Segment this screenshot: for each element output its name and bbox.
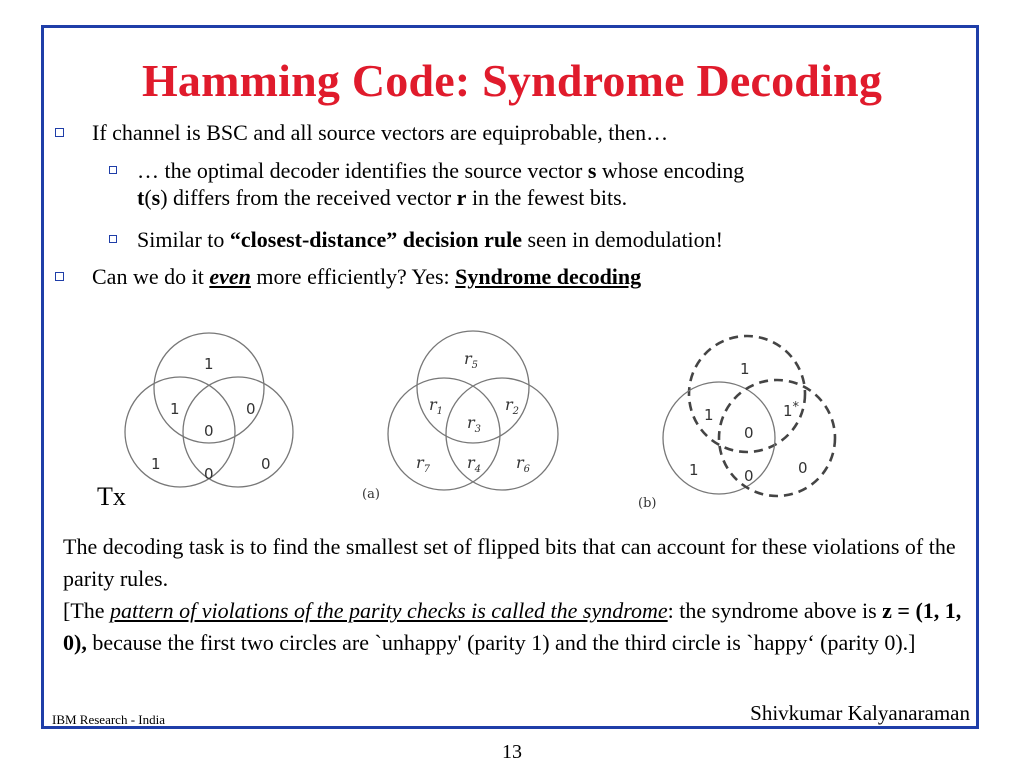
explanation-paragraph bbox=[63, 531, 968, 659]
bullet-box-icon bbox=[109, 166, 117, 174]
received-bit-bottom-left: 1 bbox=[689, 461, 699, 479]
diagram-b-venn bbox=[636, 328, 846, 513]
venn-circle-right-dashed bbox=[719, 380, 835, 496]
sub-bullet-1: … the optimal decoder identifies the source vector s whose encoding t(s) differs from the received vector r in the fewest bits. bbox=[137, 157, 952, 211]
tx-bit-top: 1 bbox=[204, 355, 214, 373]
label-r1: $r_1$ bbox=[429, 395, 444, 417]
bullet-1: If channel is BSC and all source vectors are equiprobable, then… bbox=[92, 119, 952, 146]
sub-bullet-2: Similar to “closest-distance” decision rule seen in demodulation! bbox=[137, 226, 952, 253]
received-bit-left: 1 bbox=[704, 406, 714, 424]
received-bit-right: 1* bbox=[783, 400, 800, 420]
received-bit-top: 1 bbox=[740, 360, 750, 378]
syndrome-decoding-link: Syndrome decoding bbox=[455, 264, 642, 289]
bullet-box-icon bbox=[109, 235, 117, 243]
footer-author: Shivkumar Kalyanaraman bbox=[750, 701, 970, 725]
page-number: 13 bbox=[502, 741, 522, 763]
label-r2: $r_2$ bbox=[505, 395, 520, 417]
tx-bit-center: 0 bbox=[204, 422, 214, 440]
bullet-box-icon bbox=[55, 272, 64, 281]
venn-circle-right bbox=[183, 377, 293, 487]
tx-label: Tx bbox=[97, 482, 126, 511]
tx-bit-bottom: 0 bbox=[204, 465, 214, 483]
tx-bit-bottom-right: 0 bbox=[261, 455, 271, 473]
venn-circle-left bbox=[388, 378, 500, 490]
paragraph-line-1: The decoding task is to find the smallest set of flipped bits that can account for these violations of the parity rules. bbox=[63, 534, 956, 591]
paragraph-syndrome: [The pattern of violations of the parity checks is called the syndrome: the syndrome above is z = (1, 1, 0), because the first two circles are `unhappy' (parity 1) and the third circle is `happy‘ (parity 0).] bbox=[63, 598, 962, 655]
label-r6: $r_6$ bbox=[516, 453, 531, 475]
diagram-a-venn bbox=[360, 328, 570, 508]
diagram-a-caption: (a) bbox=[362, 487, 380, 502]
received-bit-center: 0 bbox=[744, 424, 754, 442]
received-bit-bottom: 0 bbox=[744, 467, 754, 485]
label-r4: $r_4$ bbox=[467, 453, 482, 475]
venn-circle-left bbox=[125, 377, 235, 487]
footer-organization: IBM Research - India bbox=[52, 712, 165, 727]
tx-bit-bottom-left: 1 bbox=[151, 455, 161, 473]
venn-circle-right bbox=[446, 378, 558, 490]
bullet-box-icon bbox=[55, 128, 64, 137]
tx-venn-diagram bbox=[118, 330, 318, 500]
label-r3: $r_3$ bbox=[467, 413, 482, 435]
received-bit-bottom-right: 0 bbox=[798, 459, 808, 477]
label-r5: $r_5$ bbox=[464, 349, 479, 371]
slide-title: Hamming Code: Syndrome Decoding bbox=[141, 55, 883, 106]
diagram-b-caption: (b) bbox=[638, 496, 657, 511]
tx-bit-left: 1 bbox=[170, 400, 180, 418]
label-r7: $r_7$ bbox=[416, 453, 431, 475]
bullet-2: Can we do it even more efficiently? Yes: Syndrome decoding bbox=[92, 263, 952, 290]
tx-bit-right: 0 bbox=[246, 400, 256, 418]
